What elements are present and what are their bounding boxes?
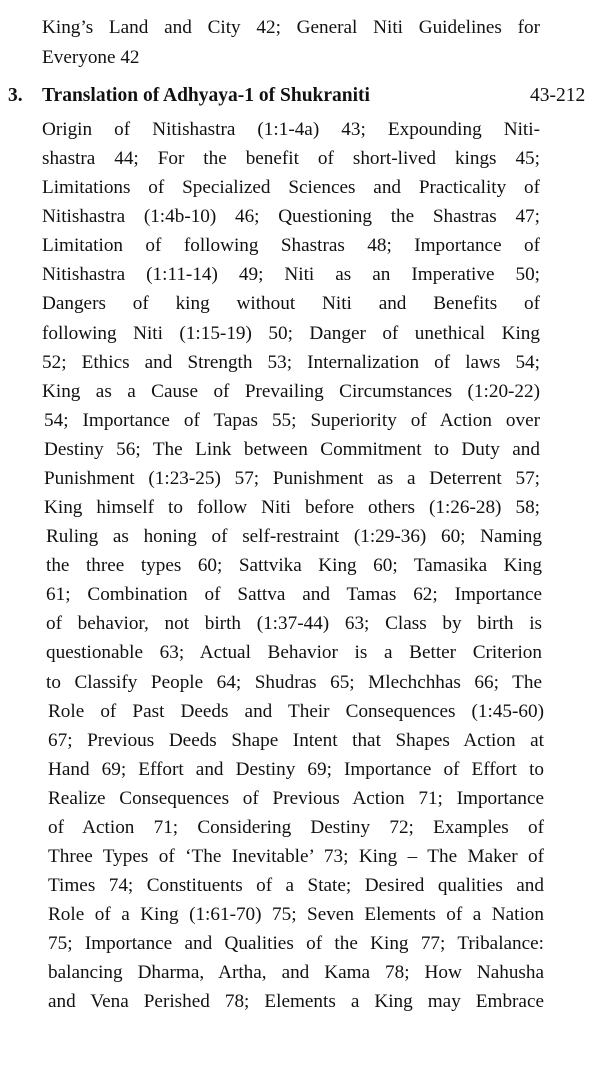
entry-description-line: King himself to follow Niti before others (1:26-28) 58;	[44, 497, 540, 518]
intro-line: Everyone 42	[42, 47, 140, 68]
entry-description-line: the three types 60; Sattvika King 60; Tamasika King	[46, 555, 542, 576]
entry-description-line: of behavior, not birth (1:37-44) 63; Class by birth is	[46, 613, 542, 634]
entry-description-line: 61; Combination of Sattva and Tamas 62; Importance	[46, 584, 542, 605]
entry-description-line: 67; Previous Deeds Shape Intent that Shapes Action at	[48, 730, 544, 751]
entry-title: Translation of Adhyaya-1 of Shukraniti	[42, 85, 370, 106]
entry-description-line: Limitations of Specialized Sciences and Practicality of	[42, 177, 540, 198]
entry-description-line: Hand 69; Effort and Destiny 69; Importance of Effort to	[48, 759, 544, 780]
entry-description-line: of Action 71; Considering Destiny 72; Examples of	[48, 817, 544, 838]
entry-description-line: Origin of Nitishastra (1:1-4a) 43; Expounding Niti-	[42, 119, 540, 140]
entry-description-line: Dangers of king without Niti and Benefits of	[42, 293, 540, 314]
entry-description-line: 75; Importance and Qualities of the King 77; Tribalance:	[48, 933, 544, 954]
entry-description-line: Realize Consequences of Previous Action 71; Importance	[48, 788, 544, 809]
intro-line: King’s Land and City 42; General Niti Guidelines for	[42, 17, 540, 38]
entry-description-line: following Niti (1:15-19) 50; Danger of unethical King	[42, 323, 540, 344]
entry-description-line: to Classify People 64; Shudras 65; Mlechchhas 66; The	[46, 672, 542, 693]
entry-description-line: Role of a King (1:61-70) 75; Seven Elements of a Nation	[48, 904, 544, 925]
entry-description-line: and Vena Perished 78; Elements a King may Embrace	[48, 991, 544, 1012]
entry-description-line: Nitishastra (1:11-14) 49; Niti as an Imperative 50;	[42, 264, 540, 285]
entry-description-line: 54; Importance of Tapas 55; Superiority of Action over	[44, 410, 540, 431]
entry-description-line: Nitishastra (1:4b-10) 46; Questioning the Shastras 47;	[42, 206, 540, 227]
entry-description-line: Destiny 56; The Link between Commitment to Duty and	[44, 439, 540, 460]
entry-description-line: Punishment (1:23-25) 57; Punishment as a Deterrent 57;	[44, 468, 540, 489]
entry-description-line: questionable 63; Actual Behavior is a Better Criterion	[46, 642, 542, 663]
entry-description-line: Role of Past Deeds and Their Consequences (1:45-60)	[48, 701, 544, 722]
entry-description-line: Ruling as honing of self-restraint (1:29-36) 60; Naming	[46, 526, 542, 547]
entry-description-line: Three Types of ‘The Inevitable’ 73; King – The Maker of	[48, 846, 544, 867]
entry-description-line: Limitation of following Shastras 48; Importance of	[42, 235, 540, 256]
entry-description-line: 52; Ethics and Strength 53; Internalization of laws 54;	[42, 352, 540, 373]
entry-description-line: Times 74; Constituents of a State; Desired qualities and	[48, 875, 544, 896]
entry-description-line: King as a Cause of Prevailing Circumstances (1:20-22)	[42, 381, 540, 402]
entry-description-line: shastra 44; For the benefit of short-lived kings 45;	[42, 148, 540, 169]
entry-page-range: 43-212	[530, 85, 586, 106]
entry-number: 3.	[8, 85, 23, 106]
entry-description-line: balancing Dharma, Artha, and Kama 78; How Nahusha	[48, 962, 544, 983]
contents-entry-heading	[0, 82, 600, 110]
